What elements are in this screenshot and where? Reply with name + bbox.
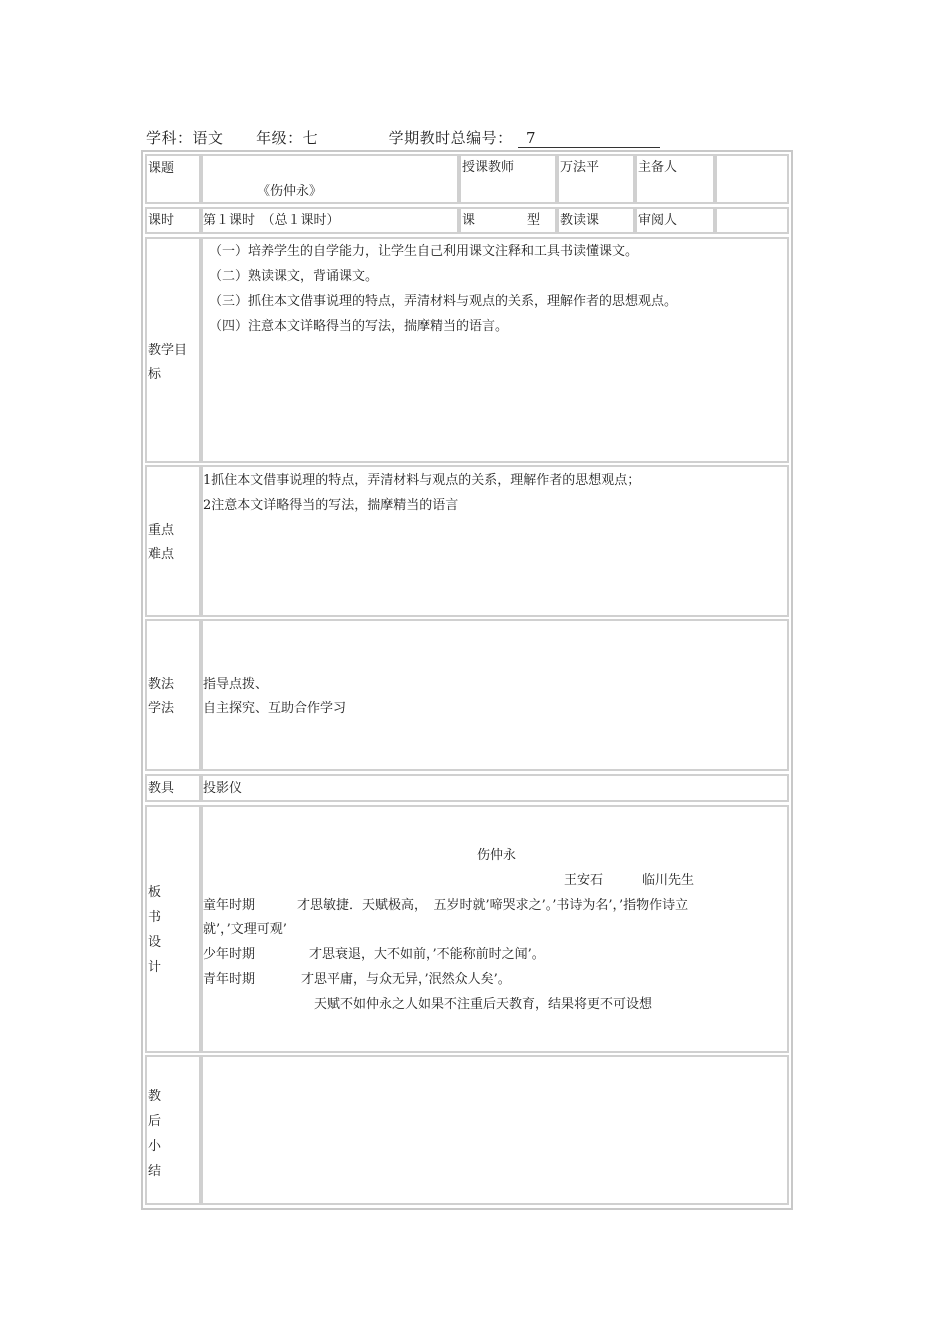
teacher-label-cell bbox=[459, 154, 557, 204]
keypoints-content-cell bbox=[201, 465, 789, 617]
goal-item-3: （三）抓住本文借事说理的特点，弄清材料与观点的关系，理解作者的思想观点。 bbox=[209, 294, 678, 309]
summary-label-cell bbox=[145, 1055, 201, 1205]
methods-label-2: 学法 bbox=[148, 701, 175, 716]
review-label-cell bbox=[635, 207, 715, 234]
methods-label-cell bbox=[145, 619, 201, 771]
board-stage3-name: 青年时期 bbox=[203, 972, 256, 987]
goal-item-2: （二）熟读课文，背诵课文。 bbox=[209, 269, 379, 284]
board-stage2-name: 少年时期 bbox=[203, 947, 256, 962]
tools-label-cell bbox=[145, 774, 201, 802]
tools-label: 教具 bbox=[148, 781, 175, 796]
board-content-cell bbox=[201, 805, 789, 1053]
keypoints-label-1: 重点 bbox=[148, 523, 175, 538]
type-label-cell bbox=[459, 207, 557, 234]
board-author-alias: 临川先生 bbox=[642, 873, 695, 888]
board-title: 伤仲永 bbox=[477, 848, 517, 863]
period-value: 第１课时 （总１课时） bbox=[203, 213, 340, 228]
prep-label-cell bbox=[635, 154, 715, 204]
review-label: 审阅人 bbox=[638, 213, 678, 228]
period-value-cell bbox=[201, 207, 459, 234]
keypoint-item-2: 2注意本文详略得当的写法，揣摩精当的语言 bbox=[203, 498, 459, 513]
teacher-name: 万法平 bbox=[560, 160, 600, 175]
keypoint-item-1: 1抓住本文借事说理的特点，弄清材料与观点的关系，理解作者的思想观点； bbox=[203, 473, 641, 488]
board-stage2-text: 才思衰退，大不如前，’不能称前时之闻’。 bbox=[309, 947, 545, 962]
goals-label-cell bbox=[145, 237, 201, 463]
board-label-char-1: 板 bbox=[148, 885, 162, 900]
type-label-part1: 课 bbox=[462, 213, 476, 228]
method-item-2: 自主探究、互助合作学习 bbox=[203, 701, 347, 716]
board-label-cell bbox=[145, 805, 201, 1053]
summary-label-char-2: 后 bbox=[148, 1114, 162, 1129]
keypoints-label-2: 难点 bbox=[148, 547, 175, 562]
board-author: 王安石 bbox=[564, 873, 604, 888]
goals-content-cell bbox=[201, 237, 789, 463]
board-stage1-name: 童年时期 bbox=[203, 898, 256, 913]
prep-value-cell bbox=[715, 154, 789, 204]
type-label-part2: 型 bbox=[527, 213, 541, 228]
serial-label: 学期教时总编号： bbox=[388, 129, 513, 147]
type-value: 教读课 bbox=[560, 213, 600, 228]
method-item-1: 指导点拨、 bbox=[203, 677, 269, 692]
board-conclusion: 天赋不如仲永之人如果不注重后天教育，结果将更不可设想 bbox=[314, 997, 653, 1012]
board-stage1-text: 才思敏捷．天赋极高， 五岁时就’啼哭求之’。’书诗为名’，’指物作诗立 bbox=[297, 898, 689, 913]
methods-label-1: 教法 bbox=[148, 677, 175, 692]
summary-label-char-3: 小 bbox=[148, 1139, 162, 1154]
board-label-char-3: 设 bbox=[148, 935, 162, 950]
serial-value: 7 bbox=[518, 129, 660, 148]
subject-label: 学科：语文 bbox=[146, 129, 224, 147]
title-label: 课题 bbox=[148, 161, 175, 176]
summary-label-char-1: 教 bbox=[148, 1089, 162, 1104]
review-value-cell bbox=[715, 207, 789, 234]
board-stage3-text: 才思平庸，与众无异，’泯然众人矣’。 bbox=[301, 972, 511, 987]
board-label-char-2: 书 bbox=[148, 910, 162, 925]
tools-content-cell bbox=[201, 774, 789, 802]
title-value-cell bbox=[201, 154, 459, 204]
type-value-cell bbox=[557, 207, 635, 234]
summary-label-char-4: 结 bbox=[148, 1164, 162, 1179]
teacher-label: 授课教师 bbox=[462, 160, 515, 175]
goal-item-4: （四）注意本文详略得当的写法，揣摩精当的语言。 bbox=[209, 319, 509, 334]
document-header bbox=[146, 127, 660, 148]
teacher-value-cell bbox=[557, 154, 635, 204]
board-stage1-cont: 就’，’文理可观’ bbox=[203, 922, 287, 937]
methods-content-cell bbox=[201, 619, 789, 771]
grade-label: 年级：七 bbox=[256, 129, 319, 147]
tools-value: 投影仪 bbox=[203, 781, 243, 796]
period-label-cell bbox=[145, 207, 201, 234]
prep-label: 主备人 bbox=[638, 160, 678, 175]
board-label-char-4: 计 bbox=[148, 960, 162, 975]
period-label: 课时 bbox=[148, 213, 175, 228]
lesson-title: 《伤仲永》 bbox=[257, 184, 323, 199]
title-label-cell bbox=[145, 154, 201, 204]
keypoints-label-cell bbox=[145, 465, 201, 617]
goal-item-1: （一）培养学生的自学能力，让学生自己利用课文注释和工具书读懂课文。 bbox=[209, 244, 639, 259]
goals-label: 教学目标 bbox=[148, 343, 188, 382]
summary-content-cell bbox=[201, 1055, 789, 1205]
